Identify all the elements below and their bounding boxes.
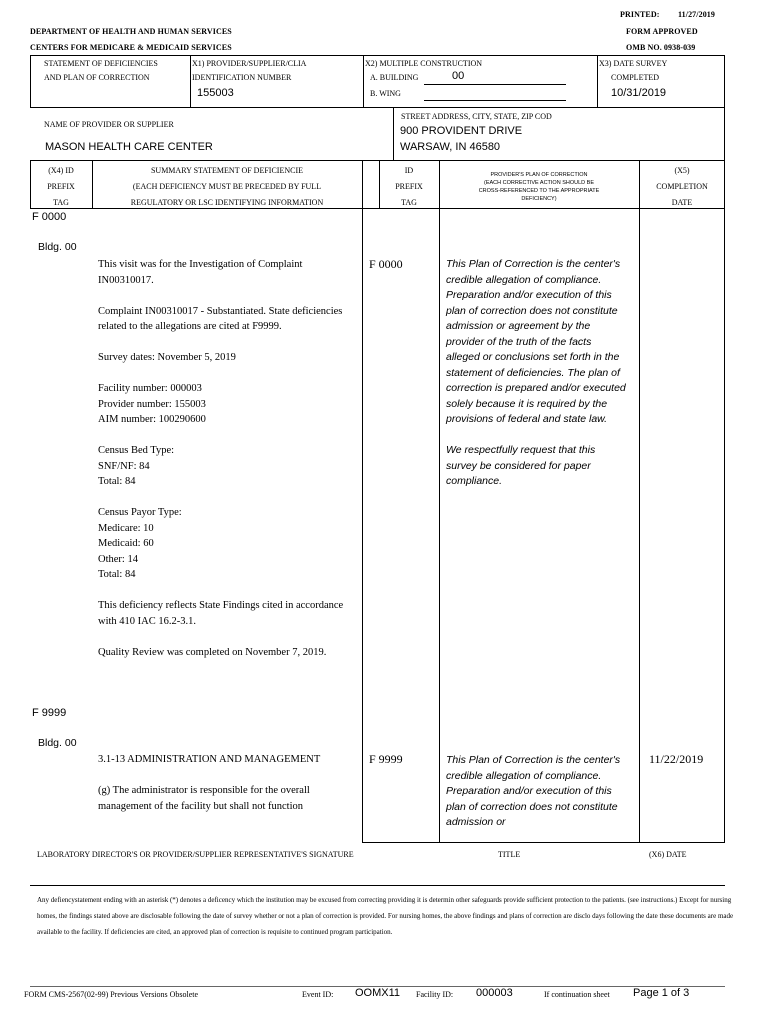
footer-event-label: Event ID: [302,990,334,999]
summary-para: Complaint IN00310017 - Substantiated. State deficiencies related to the allegations are cited at F9999. [98,305,343,332]
signature-date: (X6) DATE [649,850,687,859]
section2-id-tag: F 9999 [369,752,403,766]
disclaimer: Any defiencystatement ending with an asterisk (*) denotes a deficency which the institution may be excused from correcting providing it is determin other safeguards provide sufficient protection to the patients. (see instructions.) Except for nursing homes, the findings stated above are disclosable following the date of survey whether or not a plan of correction is provided. For nursing homes, the above findings and plans of correction are disclo days following the date these documents are made available to the facility. If deficiencies are cited, an approved plan of correction is requisite to continued program participation. [37,896,734,936]
summary-para: Census Bed Type: SNF/NF: 84 Total: 84 [98,445,175,487]
summary-para: 3.1-13 ADMINISTRATION AND MANAGEMENT [98,754,321,765]
agency-line1: DEPARTMENT OF HEALTH AND HUMAN SERVICES [30,27,232,36]
poc-para: We respectfully request that this survey be considered for paper compliance. [446,444,596,487]
col-poc-3: CROSS-REFERENCED TO THE APPROPRIATE [478,188,600,194]
signature-title: TITLE [498,850,521,859]
col-x5-2: COMPLETION [656,182,708,191]
section2-completion-date: 11/22/2019 [649,752,704,766]
poc-para: This Plan of Correction is the center's credible allegation of compliance. Preparation and/or execution of this plan of correction does not constitute admission or agreement by the provider of the truth of the facts alleged or conclusions set forth in the statement of deficiencies. The plan of correction is prepared and/or executed solely because it is required by the provisions of federal and state law. [446,258,626,425]
col-id-2: PREFIX [395,182,423,191]
col-x4-2: PREFIX [47,182,75,191]
col-poc-1: PROVIDER'S PLAN OF CORRECTION [490,172,588,178]
section1-poc [446,257,626,505]
summary-para: This deficiency reflects State Findings cited in accordance with 410 IAC 16.2-3.1. [98,600,344,627]
address-line1: 900 PROVIDENT DRIVE [400,125,523,137]
x2-label: X2) MULTIPLE CONSTRUCTION [365,59,483,68]
provider-id-value: 155003 [197,87,234,99]
x1-label-2: IDENTIFICATION NUMBER [192,73,292,82]
signature-label: LABORATORY DIRECTOR'S OR PROVIDER/SUPPLIER REPRESENTATIVE'S SIGNATURE [37,850,354,859]
section2-bldg: Bldg. 00 [38,737,77,749]
wing-label: B. WING [370,89,401,98]
form-approved: FORM APPROVED [626,27,698,36]
section2-summary [98,752,356,830]
building-label: A. BUILDING [370,73,419,82]
provider-name-value: MASON HEALTH CARE CENTER [45,141,213,153]
col-id-1: ID [404,166,414,175]
summary-para: (g) The administrator is responsible for the overall management of the facility but shall not function [98,785,310,812]
col-x4-3: TAG [53,198,69,207]
x1-label-1: X1) PROVIDER/SUPPLIER/CLIA [192,59,307,68]
section1-tag: F 0000 [32,211,67,223]
summary-para: Facility number: 000003 Provider number: 155003 AIM number: 100290600 [98,383,206,425]
footer-facility-label: Facility ID: [416,990,454,999]
statement-label-2: AND PLAN OF CORRECTION [44,73,150,82]
address-label: STREET ADDRESS, CITY, STATE, ZIP COD [401,112,552,121]
building-value: 00 [452,70,465,82]
footer-facility-value: 000003 [476,987,513,999]
footer-continuation: If continuation sheet [544,990,610,999]
summary-para: Census Payor Type: Medicare: 10 Medicaid: 60 Other: 14 Total: 84 [98,507,182,580]
section2-tag: F 9999 [32,707,67,719]
section2-poc: This Plan of Correction is the center's credible allegation of compliance. Preparation and/or execution of this plan of correction does not constitute admission or [446,754,621,828]
col-poc-4: DEFICIENCY) [521,196,557,202]
statement-label-1: STATEMENT OF DEFICIENCIES [44,59,158,68]
omb-number: OMB NO. 0938-039 [626,43,696,52]
col-summary-1: SUMMARY STATEMENT OF DEFICIENCIE [150,166,304,175]
footer-event-value: OOMX11 [355,987,401,999]
col-poc-2: (EACH CORRECTIVE ACTION SHOULD BE [483,180,595,186]
survey-date-value: 10/31/2019 [611,87,667,99]
x3-label-1: X3) DATE SURVEY [599,59,668,68]
col-id-3: TAG [401,198,417,207]
address-line2: WARSAW, IN 46580 [400,141,501,153]
footer-page: Page 1 of 3 [633,987,690,999]
section1-bldg: Bldg. 00 [38,241,77,253]
summary-para: This visit was for the Investigation of Complaint IN00310017. [98,259,303,286]
col-x4-1: (X4) ID [48,166,74,175]
printed-date: 11/27/2019 [678,10,716,19]
summary-para: Quality Review was completed on November 7, 2019. [98,646,327,658]
footer-form: FORM CMS-2567(02-99) Previous Versions Obsolete [24,990,199,999]
col-x5-1: (X5) [674,166,690,175]
col-x5-3: DATE [671,198,693,207]
section1-id-tag: F 0000 [369,257,403,271]
provider-name-label: NAME OF PROVIDER OR SUPPLIER [44,120,174,129]
section1-summary [98,257,356,676]
printed-label: PRINTED: [620,10,660,19]
col-summary-2: (EACH DEFICIENCY MUST BE PRECEDED BY FULL [132,182,322,191]
agency-line2: CENTERS FOR MEDICARE & MEDICAID SERVICES [30,43,232,52]
summary-para: Survey dates: November 5, 2019 [98,352,236,363]
x3-label-2: COMPLETED [611,73,659,82]
col-summary-3: REGULATORY OR LSC IDENTIFYING INFORMATION [130,198,324,207]
